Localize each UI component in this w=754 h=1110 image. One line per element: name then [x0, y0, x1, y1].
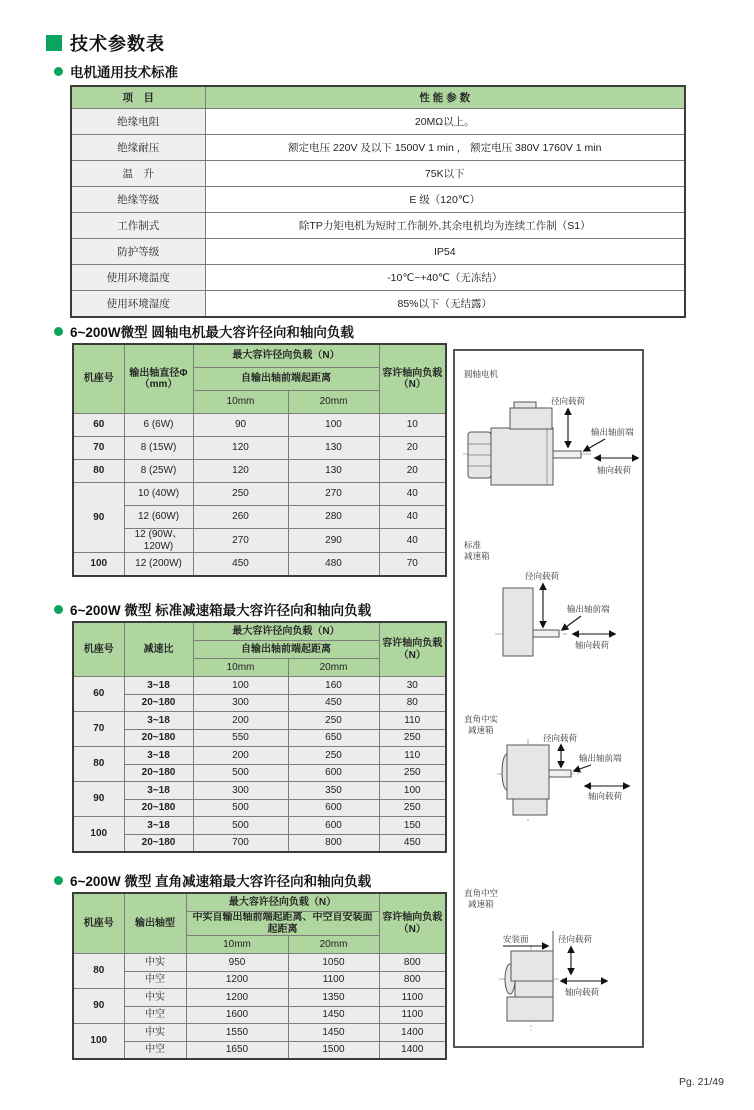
- cell-axial: 10: [379, 414, 446, 437]
- cell-frame: 60: [73, 414, 124, 437]
- cell-20mm: 600: [288, 764, 379, 782]
- cell-axial: 20: [379, 460, 446, 483]
- cell-ratio: 3~18: [124, 677, 193, 695]
- output-shaft-front-label: 输出轴前端: [567, 604, 610, 614]
- cell-frame: 100: [73, 817, 124, 853]
- cell-20mm: 480: [288, 553, 379, 577]
- cell-10mm: 270: [193, 529, 288, 553]
- cell-ratio: 20~180: [124, 729, 193, 747]
- section-bullet-icon: [54, 876, 63, 885]
- cell-shaft-type: 中实: [124, 1024, 186, 1042]
- col-header-performance: 性 能 参 数: [205, 86, 685, 109]
- cell-20mm: 130: [288, 460, 379, 483]
- output-shaft-front-label: 输出轴前端: [579, 753, 622, 763]
- table-row: [73, 729, 446, 747]
- row-label: 使用环境湿度: [71, 291, 205, 318]
- col-header-frame-size: 机座号: [73, 344, 124, 414]
- table-row: [73, 483, 446, 506]
- right-angle-gearbox-load-table: [72, 892, 447, 1060]
- table-row: [73, 764, 446, 782]
- section-title: 电机通用技术标准: [70, 65, 178, 80]
- right-angle-hollow-gearbox-diagram: [464, 888, 607, 1031]
- cell-20mm: 130: [288, 437, 379, 460]
- table-row: [71, 239, 685, 265]
- row-label: 绝缘电阻: [71, 109, 205, 135]
- diagram-label: 圆轴电机: [464, 369, 499, 379]
- section-heading-right-angle-gearbox-loads: [54, 870, 371, 890]
- cell-frame: 70: [73, 437, 124, 460]
- table-row: [73, 954, 446, 972]
- title-square-icon: [46, 35, 62, 51]
- row-value: 20MΩ以上。: [205, 109, 685, 135]
- cell-10mm: 500: [193, 817, 288, 835]
- table-header-row: [73, 893, 446, 912]
- diagram-label: 减速箱: [468, 899, 494, 909]
- table-row: [71, 291, 685, 318]
- standard-gearbox-diagram: [464, 540, 615, 656]
- row-label: 绝缘等级: [71, 187, 205, 213]
- diagram-label: 减速箱: [464, 551, 490, 561]
- cell-10mm: 1200: [186, 971, 288, 989]
- load-direction-diagram-panel: [453, 349, 644, 1048]
- cell-shaft: 12 (60W): [124, 506, 193, 529]
- table-row: [71, 109, 685, 135]
- standard-gearbox-load-table: [72, 621, 447, 853]
- cell-20mm: 290: [288, 529, 379, 553]
- cell-10mm: 1600: [186, 1006, 288, 1024]
- page-title-text: 技术参数表: [70, 34, 165, 54]
- cell-axial: 1100: [379, 989, 446, 1007]
- diagram-label: 减速箱: [468, 725, 494, 735]
- radial-load-label: 径向载荷: [525, 571, 560, 581]
- col-header-10mm: 10mm: [193, 391, 288, 414]
- cell-axial: 250: [379, 764, 446, 782]
- cell-10mm: 1650: [186, 1041, 288, 1059]
- col-header-10mm: 10mm: [186, 936, 288, 954]
- cell-20mm: 250: [288, 747, 379, 765]
- row-label: 绝缘耐压: [71, 135, 205, 161]
- col-header-distance: 自输出轴前端起距离: [193, 641, 379, 659]
- col-header-max-radial-load: 最大容许径向负载（N）: [186, 893, 379, 912]
- cell-20mm: 1500: [288, 1041, 379, 1059]
- col-header-max-radial-load: 最大容许径向负载（N）: [193, 344, 379, 368]
- cell-axial: 1400: [379, 1041, 446, 1059]
- col-header-axial-load: 容许轴向负载（N）: [379, 622, 446, 677]
- table-row: [73, 460, 446, 483]
- cell-shaft: 8 (15W): [124, 437, 193, 460]
- section-bullet-icon: [54, 67, 63, 76]
- cell-axial: 250: [379, 729, 446, 747]
- radial-load-label: 径向载荷: [558, 934, 593, 944]
- table-row: [73, 989, 446, 1007]
- cell-axial: 100: [379, 782, 446, 800]
- cell-shaft-type: 中实: [124, 989, 186, 1007]
- cell-axial: 40: [379, 529, 446, 553]
- cell-ratio: 20~180: [124, 834, 193, 852]
- cell-frame: 90: [73, 989, 124, 1024]
- table-row: [73, 553, 446, 577]
- cell-20mm: 1100: [288, 971, 379, 989]
- col-header-shaft-diameter: 输出轴直径Φ（mm）: [124, 344, 193, 414]
- cell-axial: 800: [379, 971, 446, 989]
- cell-20mm: 650: [288, 729, 379, 747]
- diagram-label: 标准: [464, 540, 482, 550]
- cell-ratio: 3~18: [124, 782, 193, 800]
- cell-frame: 100: [73, 553, 124, 577]
- cell-10mm: 500: [193, 764, 288, 782]
- diagram-label: 直角中实: [464, 714, 499, 724]
- cell-frame: 90: [73, 782, 124, 817]
- cell-frame: 80: [73, 954, 124, 989]
- table-row: [71, 161, 685, 187]
- cell-ratio: 3~18: [124, 817, 193, 835]
- table-row: [71, 265, 685, 291]
- page-title: [46, 30, 165, 56]
- cell-20mm: 280: [288, 506, 379, 529]
- table-row: [71, 213, 685, 239]
- row-value: 85%以下（无结露）: [205, 291, 685, 318]
- cell-10mm: 550: [193, 729, 288, 747]
- table-row: [73, 437, 446, 460]
- cell-10mm: 950: [186, 954, 288, 972]
- load-diagrams-svg: [455, 351, 642, 1046]
- cell-20mm: 160: [288, 677, 379, 695]
- cell-frame: 80: [73, 747, 124, 782]
- table-row: [73, 712, 446, 730]
- section-heading-round-shaft-motor-loads: [54, 321, 354, 341]
- cell-shaft: 12 (200W): [124, 553, 193, 577]
- cell-20mm: 800: [288, 834, 379, 852]
- page-number: Pg. 21/49: [679, 1076, 724, 1088]
- col-header-item: 项 目: [71, 86, 205, 109]
- cell-20mm: 450: [288, 694, 379, 712]
- cell-ratio: 20~180: [124, 694, 193, 712]
- table-header-row: [71, 86, 685, 109]
- col-header-axial-load: 容许轴向负载（N）: [379, 344, 446, 414]
- col-header-frame-size: 机座号: [73, 622, 124, 677]
- cell-ratio: 20~180: [124, 764, 193, 782]
- section-heading-standard-gearbox-loads: [54, 599, 371, 619]
- cell-shaft-type: 中空: [124, 971, 186, 989]
- axial-load-label: 轴向载荷: [597, 465, 632, 475]
- cell-ratio: 20~180: [124, 799, 193, 817]
- cell-axial: 450: [379, 834, 446, 852]
- col-header-axial-load: 容许轴向负载（N）: [379, 893, 446, 954]
- cell-10mm: 200: [193, 712, 288, 730]
- col-header-max-radial-load: 最大容许径向负载（N）: [193, 622, 379, 641]
- col-header-frame-size: 机座号: [73, 893, 124, 954]
- table-row: [73, 529, 446, 553]
- col-header-10mm: 10mm: [193, 659, 288, 677]
- row-value: IP54: [205, 239, 685, 265]
- col-header-distance: 中实自输出轴前端起距离、中空自安装面起距离: [186, 912, 379, 936]
- cell-10mm: 500: [193, 799, 288, 817]
- row-label: 使用环境温度: [71, 265, 205, 291]
- cell-frame: 70: [73, 712, 124, 747]
- table-row: [73, 1024, 446, 1042]
- cell-10mm: 100: [193, 677, 288, 695]
- cell-axial: 20: [379, 437, 446, 460]
- cell-10mm: 120: [193, 460, 288, 483]
- cell-axial: 40: [379, 506, 446, 529]
- table-header-row: [73, 622, 446, 641]
- cell-10mm: 90: [193, 414, 288, 437]
- section-title: 6~200W 微型 直角减速箱最大容许径向和轴向负载: [70, 874, 372, 889]
- cell-axial: 70: [379, 553, 446, 577]
- cell-ratio: 3~18: [124, 712, 193, 730]
- row-value: -10℃~+40℃（无冻结）: [205, 265, 685, 291]
- cell-10mm: 300: [193, 782, 288, 800]
- table-row: [73, 414, 446, 437]
- radial-load-label: 径向载荷: [551, 396, 586, 406]
- cell-frame: 100: [73, 1024, 124, 1060]
- cell-axial: 30: [379, 677, 446, 695]
- cell-shaft-type: 中空: [124, 1041, 186, 1059]
- row-value: E 级（120℃）: [205, 187, 685, 213]
- cell-10mm: 260: [193, 506, 288, 529]
- table-row: [73, 782, 446, 800]
- axial-load-label: 轴向载荷: [575, 640, 610, 650]
- diagram-label: 直角中空: [464, 888, 499, 898]
- cell-shaft-type: 中空: [124, 1006, 186, 1024]
- section-title: 6~200W微型 圆轴电机最大容许径向和轴向负载: [70, 325, 354, 340]
- cell-10mm: 200: [193, 747, 288, 765]
- col-header-20mm: 20mm: [288, 936, 379, 954]
- table-row: [73, 799, 446, 817]
- axial-load-label: 轴向载荷: [565, 987, 600, 997]
- col-header-20mm: 20mm: [288, 391, 379, 414]
- cell-20mm: 600: [288, 817, 379, 835]
- cell-shaft: 6 (6W): [124, 414, 193, 437]
- table-row: [73, 834, 446, 852]
- section-bullet-icon: [54, 605, 63, 614]
- cell-frame: 80: [73, 460, 124, 483]
- row-value: 75K以下: [205, 161, 685, 187]
- cell-frame: 90: [73, 483, 124, 553]
- mounting-face-label: 安装面: [503, 934, 529, 944]
- cell-10mm: 1200: [186, 989, 288, 1007]
- cell-ratio: 3~18: [124, 747, 193, 765]
- table-row: [73, 1041, 446, 1059]
- cell-20mm: 1050: [288, 954, 379, 972]
- table-row: [73, 694, 446, 712]
- round-shaft-motor-load-table: [72, 343, 447, 577]
- round-shaft-motor-diagram: [463, 369, 638, 485]
- row-label: 防护等级: [71, 239, 205, 265]
- table-row: [71, 187, 685, 213]
- cell-axial: 110: [379, 747, 446, 765]
- cell-axial: 40: [379, 483, 446, 506]
- cell-20mm: 600: [288, 799, 379, 817]
- section-heading-general-standards: [54, 61, 178, 81]
- cell-axial: 1400: [379, 1024, 446, 1042]
- cell-axial: 1100: [379, 1006, 446, 1024]
- col-header-shaft-type: 输出轴型: [124, 893, 186, 954]
- table-row: [73, 506, 446, 529]
- row-label: 温 升: [71, 161, 205, 187]
- cell-10mm: 300: [193, 694, 288, 712]
- cell-shaft: 8 (25W): [124, 460, 193, 483]
- general-standards-table: [70, 85, 686, 318]
- cell-10mm: 120: [193, 437, 288, 460]
- row-value: 除TP力矩电机为短时工作制外,其余电机均为连续工作制（S1）: [205, 213, 685, 239]
- cell-10mm: 700: [193, 834, 288, 852]
- cell-axial: 150: [379, 817, 446, 835]
- cell-10mm: 250: [193, 483, 288, 506]
- cell-shaft-type: 中实: [124, 954, 186, 972]
- cell-shaft: 10 (40W): [124, 483, 193, 506]
- axial-load-label: 轴向载荷: [588, 791, 623, 801]
- output-shaft-front-label: 输出轴前端: [591, 427, 634, 437]
- table-row: [73, 677, 446, 695]
- cell-axial: 80: [379, 694, 446, 712]
- cell-20mm: 1450: [288, 1006, 379, 1024]
- table-row: [73, 747, 446, 765]
- table-row: [73, 817, 446, 835]
- cell-frame: 60: [73, 677, 124, 712]
- cell-10mm: 1550: [186, 1024, 288, 1042]
- table-row: [73, 1006, 446, 1024]
- table-row: [71, 135, 685, 161]
- row-value: 额定电压 220V 及以下 1500V 1 min ， 额定电压 380V 1760V 1 min: [205, 135, 685, 161]
- row-label: 工作制式: [71, 213, 205, 239]
- cell-20mm: 1350: [288, 989, 379, 1007]
- col-header-20mm: 20mm: [288, 659, 379, 677]
- cell-20mm: 350: [288, 782, 379, 800]
- cell-20mm: 100: [288, 414, 379, 437]
- cell-axial: 250: [379, 799, 446, 817]
- right-angle-solid-gearbox-diagram: [464, 714, 629, 821]
- col-header-gear-ratio: 减速比: [124, 622, 193, 677]
- radial-load-label: 径向载荷: [543, 733, 578, 743]
- col-header-distance: 自输出轴前端起距离: [193, 368, 379, 391]
- cell-axial: 800: [379, 954, 446, 972]
- table-header-row: [73, 344, 446, 368]
- cell-20mm: 270: [288, 483, 379, 506]
- section-title: 6~200W 微型 标准减速箱最大容许径向和轴向负载: [70, 603, 372, 618]
- cell-shaft: 12 (90W、120W): [124, 529, 193, 553]
- cell-axial: 110: [379, 712, 446, 730]
- cell-20mm: 250: [288, 712, 379, 730]
- cell-10mm: 450: [193, 553, 288, 577]
- section-bullet-icon: [54, 327, 63, 336]
- cell-20mm: 1450: [288, 1024, 379, 1042]
- table-row: [73, 971, 446, 989]
